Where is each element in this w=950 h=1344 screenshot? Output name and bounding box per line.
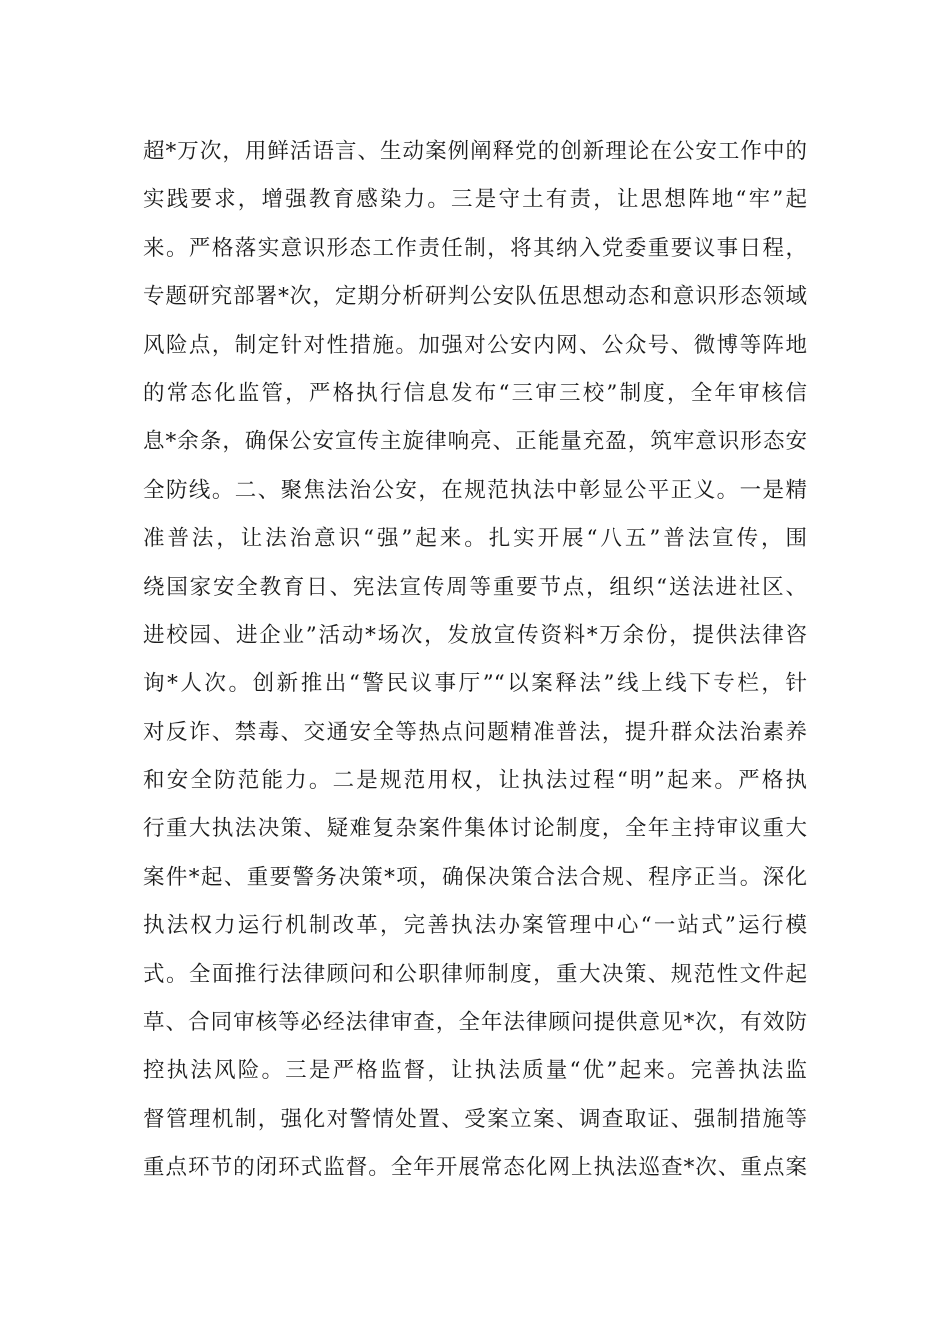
text-line: 和安全防范能力。二是规范用权，让执法过程“明”起来。严格执 — [143, 768, 807, 794]
text-line: 控执法风险。三是严格监督，让执法质量“优”起来。完善执法监 — [143, 1058, 807, 1084]
body-text — [143, 128, 807, 1193]
text-line: 对反诈、禁毒、交通安全等热点问题精准普法，提升群众法治素养 — [143, 719, 807, 745]
text-line: 超*万次，用鲜活语言、生动案例阐释党的创新理论在公安工作中的 — [143, 139, 807, 164]
text-line: 执法权力运行机制改革，完善执法办案管理中心“一站式”运行模 — [143, 913, 807, 939]
text-line: 式。全面推行法律顾问和公职律师制度，重大决策、规范性文件起 — [143, 961, 807, 987]
text-line: 案件*起、重要警务决策*项，确保决策合法合规、程序正当。深化 — [143, 864, 807, 890]
text-line: 专题研究部署*次，定期分析研判公安队伍思想动态和意识形态领域 — [143, 284, 807, 310]
text-line: 行重大执法决策、疑难复杂案件集体讨论制度，全年主持审议重大 — [143, 816, 807, 842]
text-line: 全防线。二、聚焦法治公安，在规范执法中彰显公平正义。一是精 — [143, 477, 807, 503]
text-line: 绕国家安全教育日、宪法宣传周等重要节点，组织“送法进社区、 — [143, 574, 807, 600]
text-line: 来。严格落实意识形态工作责任制，将其纳入党委重要议事日程， — [143, 235, 807, 261]
text-line: 息*余条，确保公安宣传主旋律响亮、正能量充盈，筑牢意识形态安 — [143, 429, 807, 455]
text-line: 督管理机制，强化对警情处置、受案立案、调查取证、强制措施等 — [143, 1106, 807, 1132]
text-line: 的常态化监管，严格执行信息发布“三审三校”制度，全年审核信 — [143, 380, 807, 406]
text-line: 草、合同审核等必经法律审查，全年法律顾问提供意见*次，有效防 — [143, 1010, 807, 1036]
text-line: 实践要求，增强教育感染力。三是守土有责，让思想阵地“牢”起 — [143, 187, 807, 213]
text-line: 准普法，让法治意识“强”起来。扎实开展“八五”普法宣传，围 — [143, 526, 807, 552]
text-line: 进校园、进企业”活动*场次，发放宣传资料*万余份，提供法律咨 — [143, 622, 807, 648]
text-line: 询*人次。创新推出“警民议事厅”“以案释法”线上线下专栏，针 — [143, 671, 807, 697]
text-line: 风险点，制定针对性措施。加强对公安内网、公众号、微博等阵地 — [143, 332, 807, 358]
text-line: 重点环节的闭环式监督。全年开展常态化网上执法巡查*次、重点案 — [143, 1155, 807, 1181]
